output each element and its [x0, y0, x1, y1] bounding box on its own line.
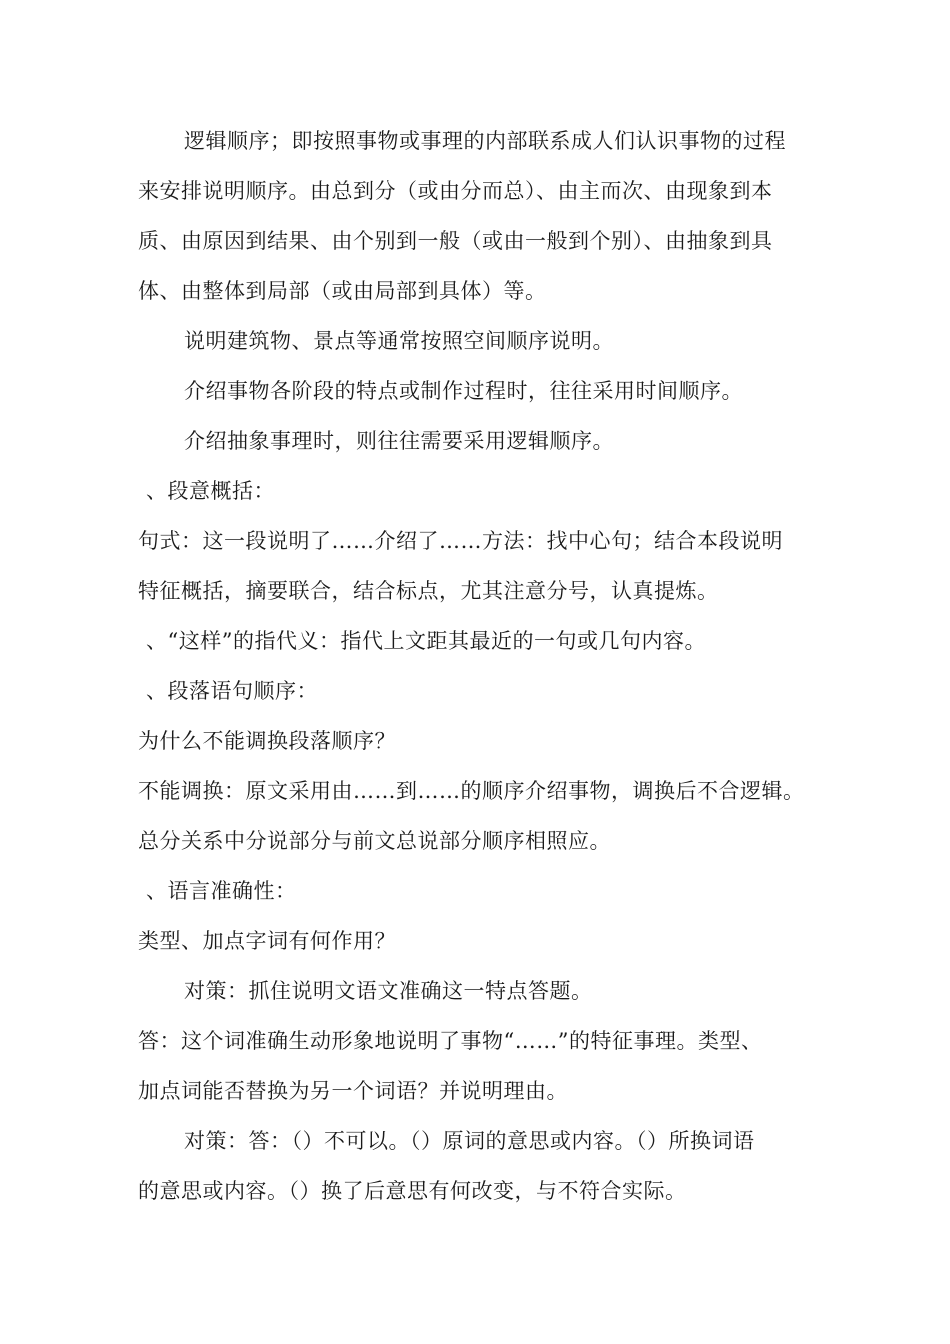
text-line: 不能调换：原文采用由……到……的顺序介绍事物，调换后不合逻辑。 [138, 779, 805, 803]
text-line: 对策：抓住说明文语文准确这一特点答题。 [184, 979, 593, 1003]
document-body [138, 116, 828, 1216]
text-line: 句式：这一段说明了……介绍了……方法：找中心句；结合本段说明 [138, 529, 783, 553]
text-line: 对策：答：（）不可以。（）原词的意思或内容。（）所换词语 [184, 1129, 755, 1153]
text-line: 为什么不能调换段落顺序？ [138, 729, 396, 753]
text-line: 介绍抽象事理时，则往往需要采用逻辑顺序。 [184, 429, 614, 453]
text-line: 总分关系中分说部分与前文总说部分顺序相照应。 [138, 829, 611, 853]
text-line: 介绍事物各阶段的特点或制作过程时，往往采用时间顺序。 [184, 379, 743, 403]
text-line: 加点词能否替换为另一个词语？并说明理由。 [138, 1079, 568, 1103]
section-heading: 、语言准确性： [146, 879, 297, 903]
text-line: 特征概括，摘要联合，结合标点，尤其注意分号，认真提炼。 [138, 579, 719, 603]
text-line: 的意思或内容。（）换了后意思有何改变，与不符合实际。 [138, 1179, 687, 1203]
text-line: 质、由原因到结果、由个别到一般（或由一般到个别）、由抽象到具 [138, 229, 773, 253]
section-heading: 、段落语句顺序： [146, 679, 318, 703]
text-line: 说明建筑物、景点等通常按照空间顺序说明。 [184, 329, 614, 353]
section-heading: 、“这样”的指代义：指代上文距其最近的一句或几句内容。 [146, 629, 706, 653]
text-line: 体、由整体到局部（或由局部到具体）等。 [138, 279, 547, 303]
text-line: 来安排说明顺序。由总到分（或由分而总）、由主而次、由现象到本 [138, 179, 773, 203]
text-line: 逻辑顺序；即按照事物或事理的内部联系成人们认识事物的过程 [184, 129, 786, 153]
text-line: 类型、加点字词有何作用？ [138, 929, 396, 953]
text-line: 答：这个词准确生动形象地说明了事物“……”的特征事理。类型、 [138, 1029, 763, 1053]
section-heading: 、段意概括： [146, 479, 275, 503]
